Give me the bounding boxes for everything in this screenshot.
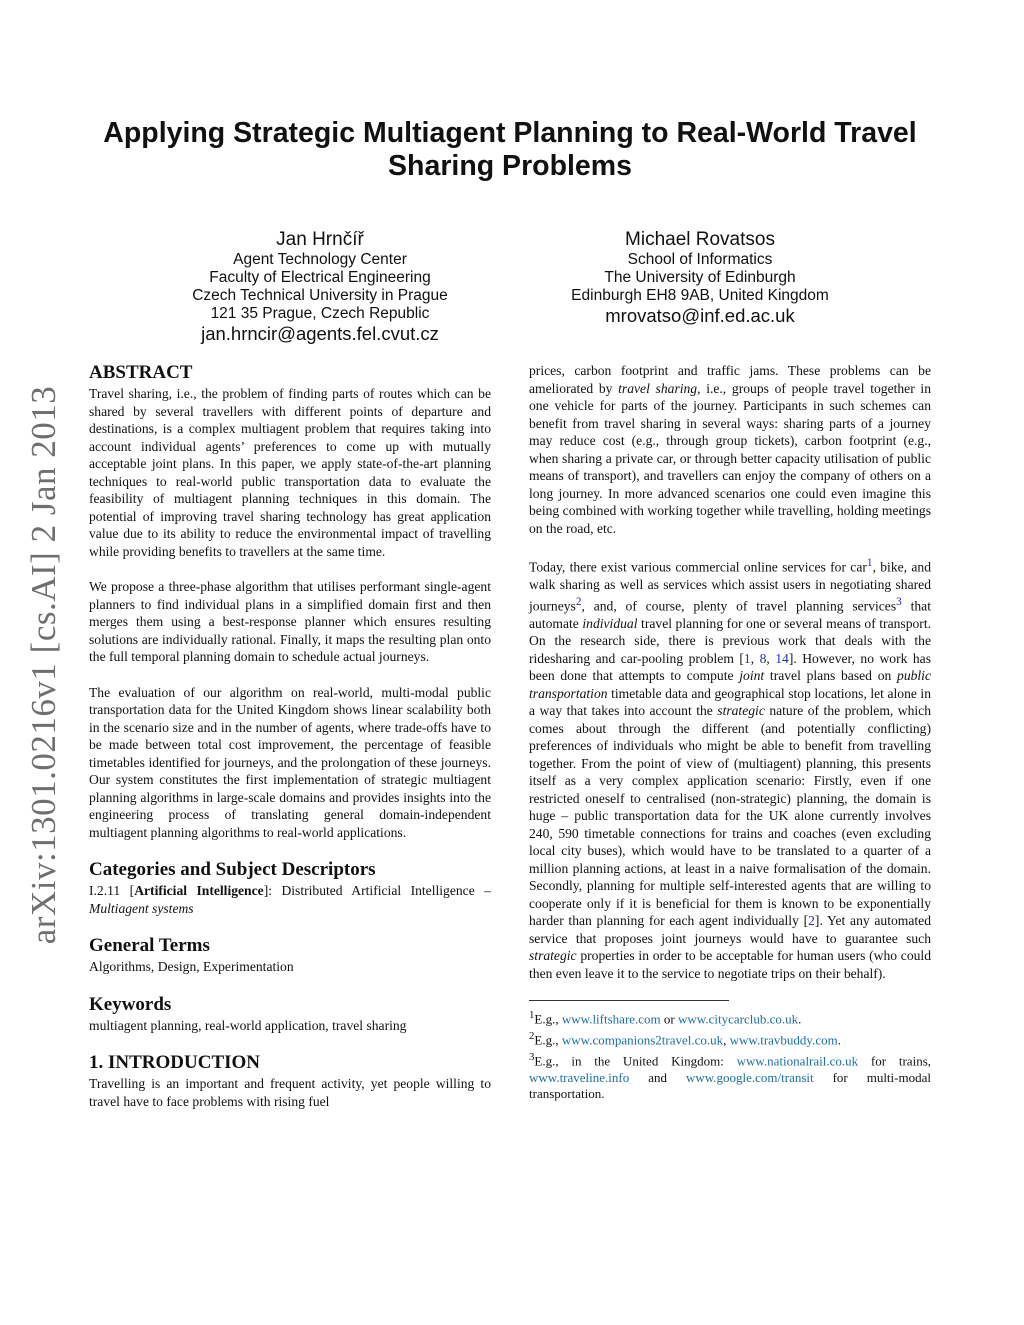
citation-link[interactable]: 14: [775, 650, 789, 666]
footnote-link[interactable]: www.travbuddy.com: [729, 1032, 838, 1048]
general-terms-heading: General Terms: [89, 935, 210, 956]
footnote-link[interactable]: www.nationalrail.co.uk: [736, 1053, 859, 1069]
author-email[interactable]: mrovatso@inf.ed.ac.uk: [605, 305, 795, 326]
citation-link[interactable]: 1: [743, 650, 751, 666]
categories-text: I.2.11 [Artificial Intelligence]: Distributed Artificial Intelligence – Multiagent systems: [89, 883, 491, 916]
citation-link[interactable]: 2: [808, 913, 815, 929]
paper-title: Applying Strategic Multiagent Planning to Real-World Travel Sharing Problems: [103, 117, 917, 182]
affiliation-line: School of Informatics: [627, 251, 773, 268]
arxiv-identifier-stamp: arXiv:1301.0216v1 [cs.AI] 2 Jan 2013: [24, 385, 63, 945]
footnote-link[interactable]: www.citycarclub.co.uk: [678, 1011, 799, 1027]
introduction-paragraph: prices, carbon footprint and traffic jams. These problems can be ameliorated by travel sharing, i.e., groups of people travel together in one vehicle for parts of the journey. Participants in such schemes can benefit from travel sharing in several ways: sharing parts of a journey may reduce cost (e.g., through group tickets), carbon footprint (e.g., when sharing a private car, or through better capacity utilisation of public means of transport), and travellers can enjoy the company of others on a long journey. In more advanced scenarios one could even imagine this being combined with working together while travelling, holding meetings on the road, etc.: [529, 363, 931, 536]
footnote-link[interactable]: www.companions2travel.co.uk: [561, 1032, 724, 1048]
affiliation-line: The University of Edinburgh: [604, 269, 796, 286]
footnote: $^3$E.g., in the United Kingdom: www.nationalrail.co.uk for trains, www.traveline.info and www.google.com/transit for multi-modal transportation.: [529, 1050, 931, 1102]
footnote-ref[interactable]: 2: [575, 595, 582, 608]
affiliation-line: 121 35 Prague, Czech Republic: [210, 305, 430, 322]
keywords-text: multiagent planning, real-world application, travel sharing: [89, 1017, 407, 1033]
footnote-ref[interactable]: 1: [866, 557, 873, 569]
footnote: $^2$E.g., www.companions2travel.co.uk, www.travbuddy.com.: [529, 1029, 841, 1048]
general-terms-text: Algorithms, Design, Experimentation: [89, 959, 294, 974]
keywords-heading: Keywords: [89, 993, 172, 1015]
affiliation-line: Agent Technology Center: [233, 251, 407, 268]
introduction-heading: 1. INTRODUCTION: [89, 1052, 261, 1073]
footnote-divider: [529, 1000, 729, 1001]
left-column: [89, 362, 491, 1128]
affiliation-line: Faculty of Electrical Engineering: [209, 269, 431, 286]
introduction-paragraph: Today, there exist various commercial online services for car$^1$, bike, and walk sharing as well as services which assist users in negotiating shared journeys$^2$, and, of course, plenty of travel planning services$^3$ that automate individual travel planning for one or several means of transport. On the research side, there is previous work that deals with the ridesharing and car-pooling problem [1, 8, 14]. However, no work has been done that attempts to compute joint travel plans based on public transportation timetable data and geographical stop locations, let alone in a way that takes into account the strategic nature of the problem, which comes about through the different (and potentially conflicting) preferences of individuals who might be able to benefit from travelling together. From the point of view of (multiagent) planning, this presents itself as a very complex application scenario: Firstly, even if one restricted oneself to centralised (non-strategic) planning, the domain is huge – public transportation data for the UK alone currently involves 240, 590 timetable connections for trains and coaches (even excluding local city buses), which would have to be translated to a quarter of a million planning actions, at least in a naive formalisation of the domain. Secondly, planning for multiple self-interested agents that are willing to cooperate only if it is beneficial for them is known to be exponentially harder than planning for each agent individually [2]. Yet any automated service that proposes joint journeys would have to guarantee such strategic properties in order to be acceptable for human users (who could then even leave it to the service to negotiate trips on their behalf).: [529, 557, 932, 981]
abstract-paragraph: The evaluation of our algorithm on real-world, multi-modal public transportation data for the United Kingdom shows linear scalability both in the scenario size and in the number of agents, where trade-offs have to be made between total cost improvement, the percentage of feasible timetables identified for journeys, and the prolongation of these journeys. Our system constitutes the first implementation of strategic multiagent planning algorithms in large-scale domains and provides insights into the engineering process of translating general domain-independent multiagent planning algorithms to real-world applications.: [89, 684, 491, 840]
abstract-paragraph: We propose a three-phase algorithm that utilises performant single-agent planners to find individual plans in a simplified domain first and then merges them using a best-response planner which ensures resulting solutions are individually rational. Finally, it maps the resulting plan onto the full temporal planning domain to schedule actual journeys.: [89, 579, 491, 664]
affiliation-line: Czech Technical University in Prague: [192, 287, 448, 304]
abstract-heading: ABSTRACT: [89, 362, 193, 383]
footnote-link[interactable]: www.traveline.info: [529, 1069, 630, 1085]
footnote-link[interactable]: www.liftshare.com: [561, 1011, 661, 1027]
author-block-2: [530, 228, 870, 327]
author-block-1: [150, 228, 490, 345]
abstract-paragraph: Travel sharing, i.e., the problem of finding parts of routes which can be shared by several travellers with different points of departure and destinations, is a complex multiagent problem that requires taking into account individual agents’ preferences to come up with mutually acceptable joint plans. In this paper, we apply state-of-the-art planning techniques to real-world public transportation data to evaluate the feasibility of multiagent planning techniques in this domain. The potential of improving travel sharing technology has great application value due to its ability to reduce the environmental impact of travelling while providing benefits to travellers at the same time.: [89, 386, 491, 559]
introduction-paragraph: Travelling is an important and frequent activity, yet people willing to travel have to face problems with rising fuel: [89, 1076, 491, 1109]
categories-heading: Categories and Subject Descriptors: [89, 859, 376, 880]
author-name: Michael Rovatsos: [625, 229, 775, 250]
affiliation-line: Edinburgh EH8 9AB, United Kingdom: [571, 287, 829, 304]
author-name: Jan Hrnčíř: [276, 229, 364, 250]
footnote: $^1$E.g., www.liftshare.com or www.citycarclub.co.uk.: [529, 1009, 802, 1027]
footnote-ref[interactable]: 3: [896, 595, 902, 608]
footnote-link[interactable]: www.google.com/transit: [685, 1069, 814, 1085]
author-email[interactable]: jan.hrncir@agents.fel.cvut.cz: [201, 323, 439, 344]
right-column: [529, 362, 931, 1103]
citation-link[interactable]: 8: [759, 650, 767, 666]
